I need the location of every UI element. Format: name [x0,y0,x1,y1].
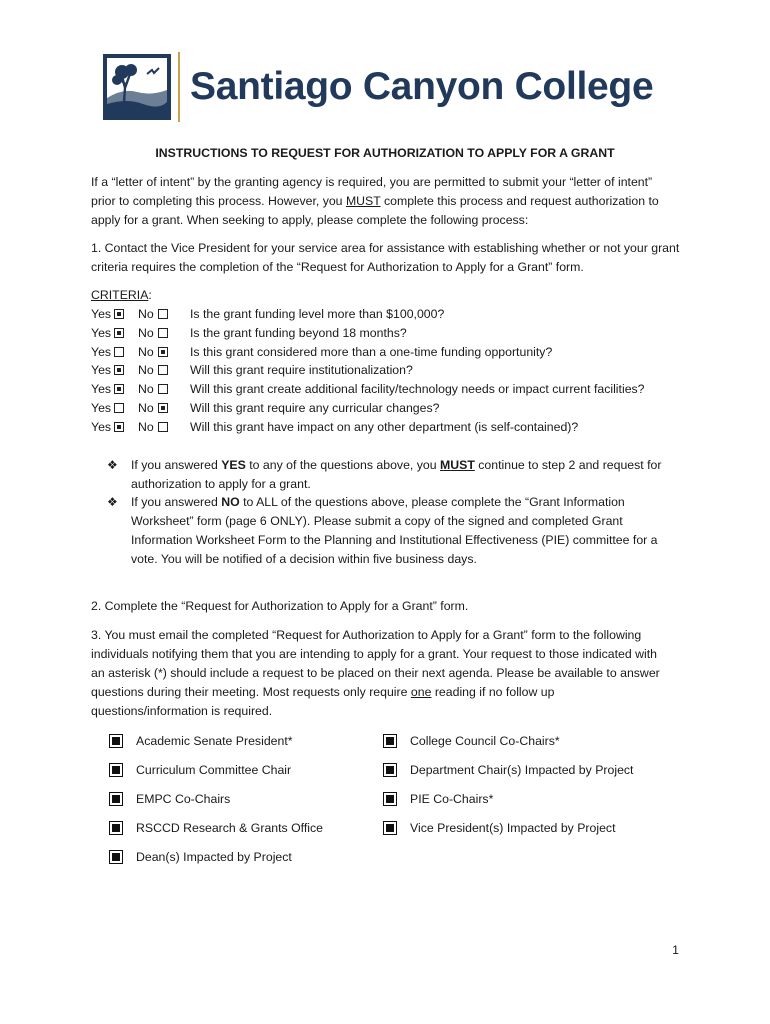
filled-checkbox-icon[interactable] [109,792,123,806]
college-name: Santiago Canyon College [190,65,654,108]
diamond-bullet-icon: ❖ [107,495,118,509]
no-label: No [138,382,154,396]
yes-label: Yes [91,363,112,377]
college-logo [103,54,171,120]
step3-line-4: questions during their meeting. Most requests only require one reading if no follow up [91,685,555,699]
bullet-1-line-1: If you answered YES to any of the questions above, you MUST continue to step 2 and request for [131,458,662,472]
intro-line-3: apply for a grant. When seeking to apply, please complete the following process: [91,213,529,227]
step1-line-2: criteria requires the completion of the “Request for Authorization to Apply for a Grant” form. [91,260,584,274]
recipient-label: Department Chair(s) Impacted by Project [410,763,634,777]
yes-checkbox[interactable] [114,328,124,338]
bullet-2-line-4: vote. You will be notified of a decision within five business days. [131,552,477,566]
no-label: No [138,420,154,434]
no-checkbox[interactable] [158,309,168,319]
filled-checkbox-icon[interactable] [383,734,397,748]
bullet-2-line-2: Worksheet” form (page 6 ONLY). Please submit a copy of the signed and completed Grant [131,514,623,528]
recipient-label: College Council Co-Chairs* [410,734,560,748]
yes-checkbox[interactable] [114,347,124,357]
yes-label: Yes [91,401,112,415]
yes-checkbox[interactable] [114,365,124,375]
diamond-bullet-icon: ❖ [107,458,118,472]
no-checkbox[interactable] [158,384,168,394]
step3-line-1: 3. You must email the completed “Request for Authorization to Apply for a Grant” form to the following [91,628,642,642]
no-label: No [138,307,154,321]
page-number: 1 [672,943,679,957]
criteria-question: Is the grant funding level more than $100,000? [190,307,445,321]
recipient-label: Vice President(s) Impacted by Project [410,821,616,835]
filled-checkbox-icon[interactable] [383,763,397,777]
no-label: No [138,345,154,359]
step1-line-1: 1. Contact the Vice President for your service area for assistance with establishing whether or not your grant [91,241,680,255]
filled-checkbox-icon[interactable] [109,734,123,748]
no-checkbox[interactable] [158,422,168,432]
criteria-question: Is the grant funding beyond 18 months? [190,326,407,340]
filled-checkbox-icon[interactable] [109,763,123,777]
yes-checkbox[interactable] [114,403,124,413]
yes-label: Yes [91,345,112,359]
step2-text: 2. Complete the “Request for Authorization to Apply for a Grant” form. [91,599,469,613]
yes-checkbox[interactable] [114,309,124,319]
filled-checkbox-icon[interactable] [109,850,123,864]
no-label: No [138,401,154,415]
step3-line-5: questions/information is required. [91,704,273,718]
filled-checkbox-icon[interactable] [383,792,397,806]
criteria-question: Will this grant create additional facility/technology needs or impact current facilities? [190,382,645,396]
recipient-label: EMPC Co-Chairs [136,792,231,806]
no-checkbox[interactable] [158,328,168,338]
recipient-label: Academic Senate President* [136,734,293,748]
no-label: No [138,363,154,377]
no-checkbox[interactable] [158,365,168,375]
criteria-heading: CRITERIA: [91,288,152,302]
yes-checkbox[interactable] [114,422,124,432]
yes-label: Yes [91,307,112,321]
bullet-2-line-3: Information Worksheet Form to the Planning and Institutional Effectiveness (PIE) committee for a [131,533,658,547]
criteria-question: Will this grant have impact on any other department (is self-contained)? [190,420,579,434]
intro-line-2: prior to completing this process. However, you MUST complete this process and request authorization to [91,194,659,208]
no-checkbox[interactable] [158,347,168,357]
bullet-2-line-1: If you answered NO to ALL of the questions above, please complete the “Grant Information [131,495,625,509]
document-title: INSTRUCTIONS TO REQUEST FOR AUTHORIZATION TO APPLY FOR A GRANT [155,146,615,160]
recipient-label: PIE Co-Chairs* [410,792,494,806]
yes-label: Yes [91,382,112,396]
yes-label: Yes [91,420,112,434]
criteria-question: Will this grant require institutionalization? [190,363,413,377]
step3-line-2: individuals notifying them that you are intending to apply for a grant. Your request to those indicated with [91,647,658,661]
yes-checkbox[interactable] [114,384,124,394]
filled-checkbox-icon[interactable] [383,821,397,835]
no-checkbox[interactable] [158,403,168,413]
criteria-question: Is this grant considered more than a one-time funding opportunity? [190,345,553,359]
no-label: No [138,326,154,340]
yes-label: Yes [91,326,112,340]
recipient-label: Curriculum Committee Chair [136,763,292,777]
bullet-1-line-2: authorization to apply for a grant. [131,477,311,491]
logo-divider [178,52,180,122]
recipient-label: RSCCD Research & Grants Office [136,821,324,835]
criteria-question: Will this grant require any curricular changes? [190,401,440,415]
step3-line-3: an asterisk (*) should include a request to be placed on their next agenda. Please be available to answer [91,666,660,680]
intro-line-1: If a “letter of intent” by the granting agency is required, you are permitted to submit your “letter of intent” [91,175,653,189]
recipient-label: Dean(s) Impacted by Project [136,850,292,864]
filled-checkbox-icon[interactable] [109,821,123,835]
